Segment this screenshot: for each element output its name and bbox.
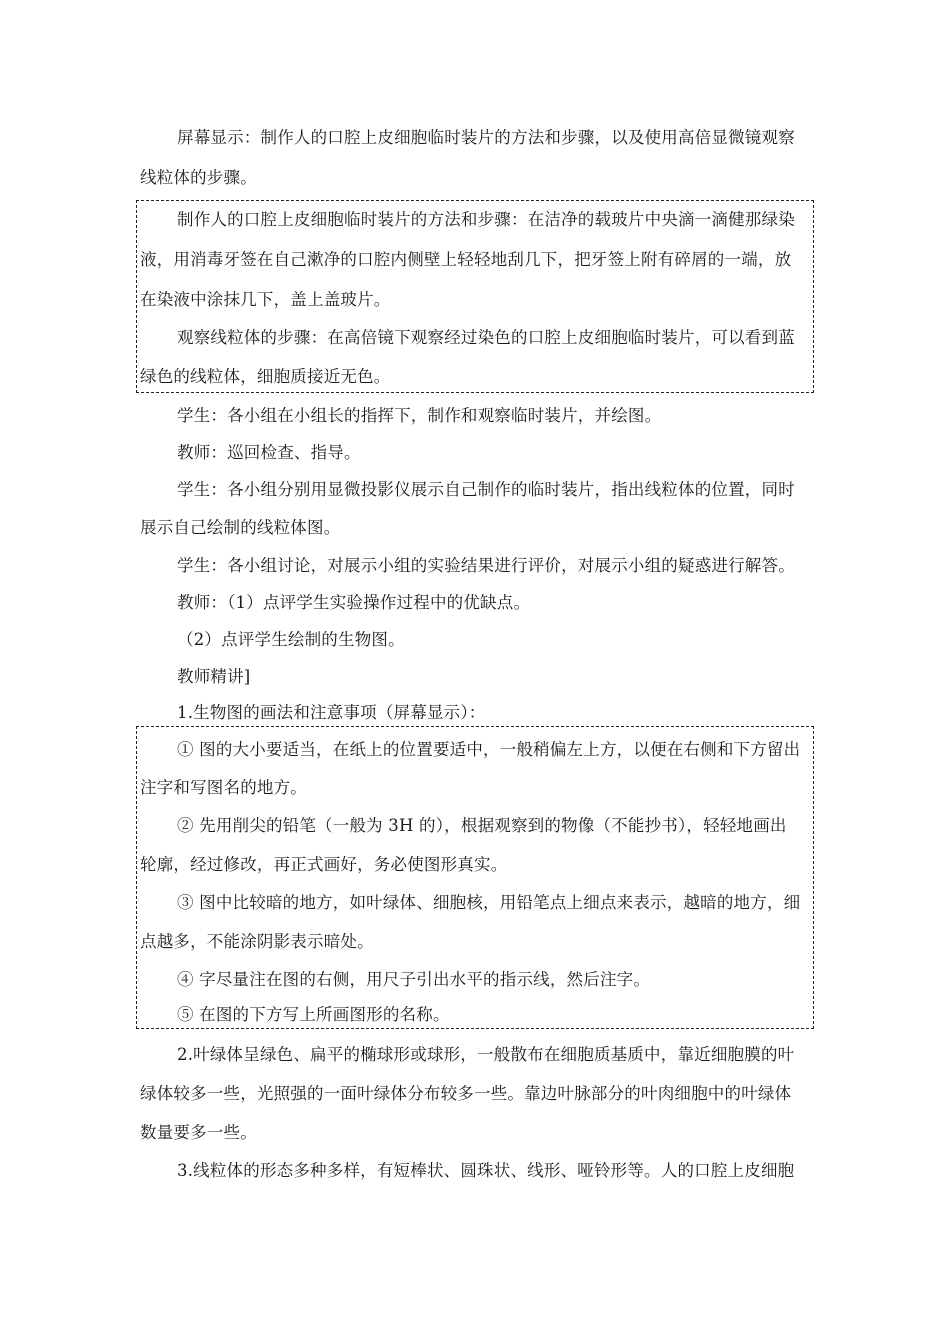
rule-item-cont: 轮廓，经过修改，再正式画好，务必使图形真实。	[140, 855, 508, 874]
teacher-paragraph: 教师：巡回检查、指导。	[177, 443, 361, 462]
teacher-paragraph: 教师：（1）点评学生实验操作过程中的优缺点。	[177, 593, 531, 612]
screen-display-text: 屏幕显示：制作人的口腔上皮细胞临时装片的方法和步骤，以及使用高倍显微镜观察	[177, 128, 795, 147]
rule-item: ① 图的大小要适当，在纸上的位置要适中，一般稍偏左上方，以便在右侧和下方留出	[177, 740, 801, 759]
student-paragraph: 学生：各小组分别用显微投影仪展示自己制作的临时装片，指出线粒体的位置，同时	[177, 480, 795, 499]
teacher-paragraph: （2）点评学生绘制的生物图。	[177, 630, 405, 649]
student-paragraph-cont: 展示自己绘制的线粒体图。	[140, 518, 341, 537]
chloroplast-paragraph-cont: 数量要多一些。	[140, 1123, 257, 1142]
rule-item-cont: 注字和写图名的地方。	[140, 778, 307, 797]
chloroplast-paragraph-cont: 绿体较多一些，光照强的一面叶绿体分布较多一些。靠边叶脉部分的叶肉细胞中的叶绿体	[140, 1084, 792, 1103]
rule-item: ③ 图中比较暗的地方，如叶绿体、细胞核，用铅笔点上细点来表示，越暗的地方，细	[177, 893, 801, 912]
screen-display-text-cont: 线粒体的步骤。	[140, 168, 257, 187]
method-steps-line: 制作人的口腔上皮细胞临时装片的方法和步骤：在洁净的载玻片中央滴一滴健那绿染	[177, 210, 795, 229]
chloroplast-paragraph: 2.叶绿体呈绿色、扁平的椭球形或球形，一般散布在细胞质基质中，靠近细胞膜的叶	[177, 1045, 795, 1064]
student-paragraph: 学生：各小组讨论，对展示小组的实验结果进行评价，对展示小组的疑惑进行解答。	[177, 556, 795, 575]
rule-item-cont: 点越多，不能涂阴影表示暗处。	[140, 932, 374, 951]
section-heading-1: 1.生物图的画法和注意事项（屏幕显示）：	[177, 703, 486, 722]
rule-item: ④ 字尽量注在图的右侧，用尺子引出水平的指示线，然后注字。	[177, 970, 651, 989]
observe-steps-line: 观察线粒体的步骤：在高倍镜下观察经过染色的口腔上皮细胞临时装片，可以看到蓝	[177, 328, 795, 347]
rule-item: ⑤ 在图的下方写上所画图形的名称。	[177, 1005, 450, 1024]
student-paragraph: 学生：各小组在小组长的指挥下，制作和观察临时装片，并绘图。	[177, 406, 662, 425]
observe-steps-line: 绿色的线粒体，细胞质接近无色。	[140, 367, 391, 386]
rule-item: ② 先用削尖的铅笔（一般为 3H 的），根据观察到的物像（不能抄书），轻轻地画出	[177, 816, 787, 835]
method-steps-line: 在染液中涂抹几下，盖上盖玻片。	[140, 290, 391, 309]
teacher-lecture-heading: 教师精讲]	[177, 667, 251, 686]
mitochondria-paragraph: 3.线粒体的形态多种多样，有短棒状、圆珠状、线形、哑铃形等。人的口腔上皮细胞	[177, 1161, 795, 1180]
method-steps-line: 液，用消毒牙签在自己漱净的口腔内侧壁上轻轻地刮几下，把牙签上附有碎屑的一端，放	[140, 250, 792, 269]
